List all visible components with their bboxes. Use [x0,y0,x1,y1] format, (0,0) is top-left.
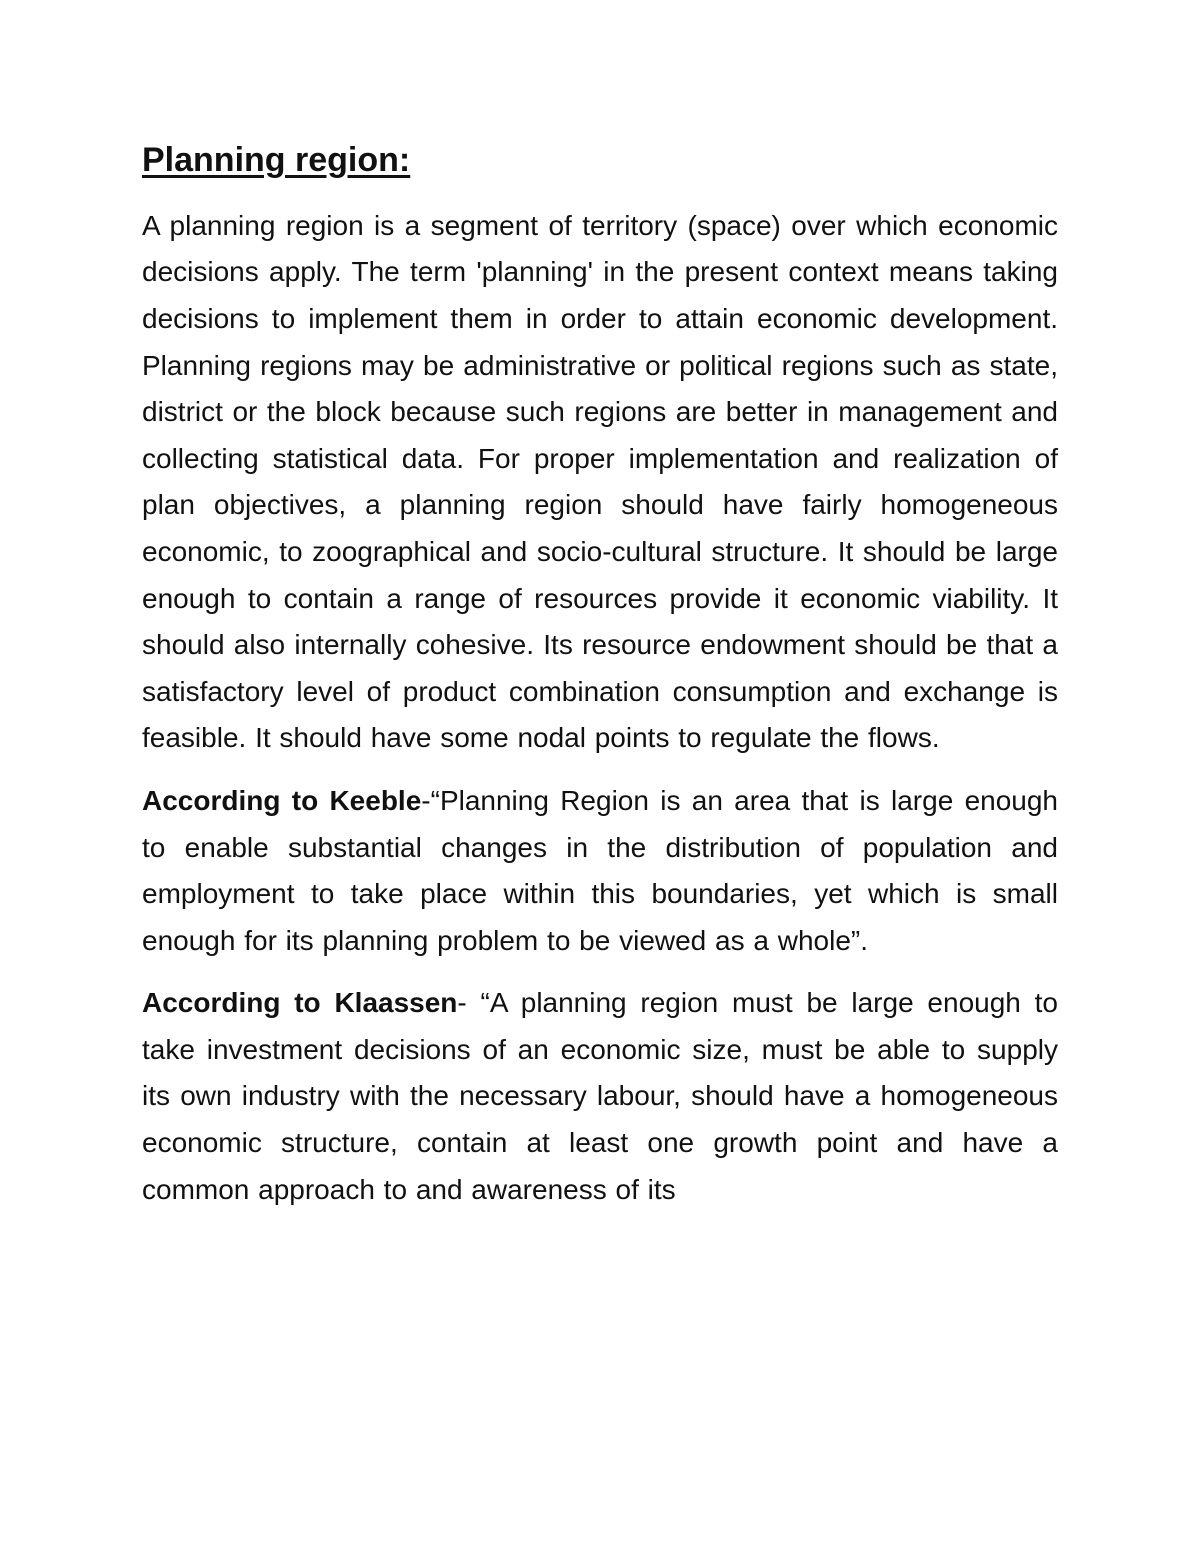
keeble-term: According to Keeble [142,784,422,816]
keeble-paragraph [142,778,1058,964]
page-title: Planning region: [142,141,411,179]
klaassen-paragraph [142,980,1058,1213]
klaassen-definition: - “A planning region must be large enough to take investment decisions of an economic size, must be able to supply its own industry with the necessary labour, should have a homogeneous economic structure, contain at least one growth point and have a common approach to and awareness of its [142,987,1058,1205]
klaassen-term: According to Klaassen [142,987,458,1019]
intro-paragraph: A planning region is a segment of territory (space) over which economic decisions apply. The term 'planning' in the present context means taking decisions to implement them in order to attain economic development. Planning regions may be administrative or political regions such as state, district or the block because such regions are better in management and collecting statistical data. For proper implementation and realization of plan objectives, a planning region should have fairly homogeneous economic, to zoographical and socio-cultural structure. It should be large enough to contain a range of resources provide it economic viability. It should also internally cohesive. Its resource endowment should be that a satisfactory level of product combination consumption and exchange is feasible. It should have some nodal points to regulate the flows. [142,209,1058,754]
document-page [142,140,1058,1229]
keeble-definition: -“Planning Region is an area that is large enough to enable substantial changes in the distribution of population and employment to take place within this boundaries, yet which is small enough for its planning problem to be viewed as a whole”. [142,784,1059,956]
